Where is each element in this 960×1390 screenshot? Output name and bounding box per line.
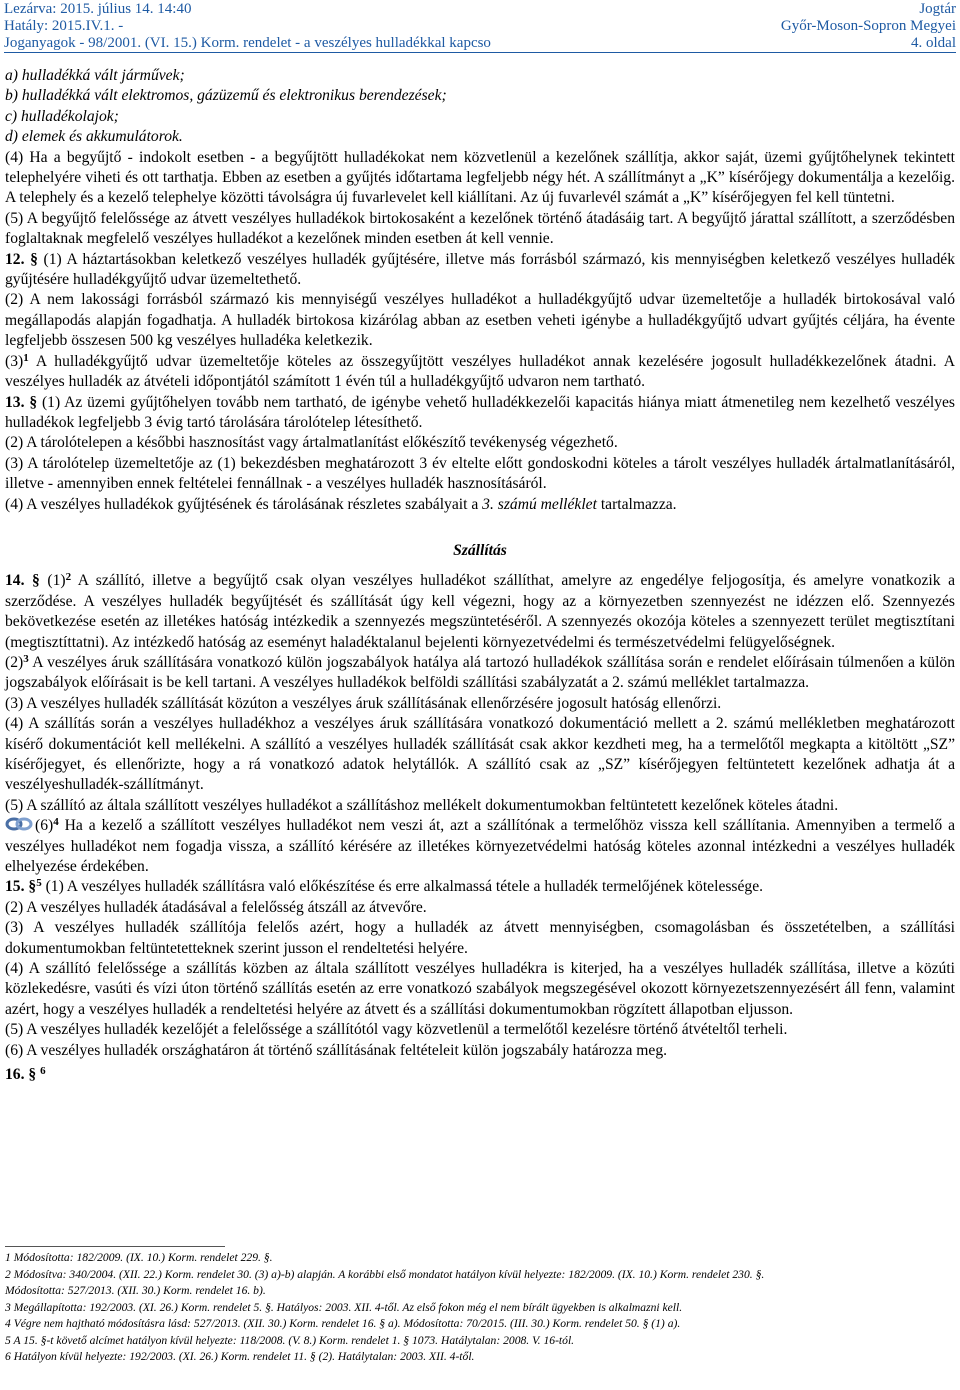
paragraph: 14. § $(1)^2$ A szállító, illetve a begyűjtő csak olyan veszélyes hulladékot szállíthat, amelyre az engedélye feljogosítja, és amelyre vonatkozik a szerződése. A veszélyes hulladék begyűjtését és szállítását úgy kell végezni, hogy az a környezetben szennyezést ne idézzen elő. Szennyezés bekövetkezése esetén az illetékes hatóság intézkedik a szennyezés megszüntetéséről. A szennyezés okozója köteles a szennyezett terület megtisztítani (megtisztíttatni). Az intézkedő hatóság az eseményt haladéktalanul bejelenti környezetvédelmi és természetvédelmi felügyelőségnek.: [5, 571, 955, 651]
paragraph: (4) A szállítás során a veszélyes hulladékhoz a veszélyes áruk szállítására vonatkozó dokumentáció mellett a 2. számú mellékletben meghatározott kísérő dokumentációt kell mellékelni. A szállító a veszélyes hulladék szállítását csak akkor kezdheti meg, ha a termelőtől megkapta a kitöltött „SZ” kísérőjegyet, és ellenőrizte, hogy a rá vonatkozó adatok helytállók. A szállító csak az „SZ” kísérőjegyen feltüntetett kezelőnek adhatja át a veszélyeshulladék-szállítmányt.: [5, 715, 955, 794]
footnotes: [5, 1250, 955, 1366]
paragraph: (3) A veszélyes hulladék szállítását közúton a veszélyes áruk szállításának ellenőrzésére jogosult hatóság ellenőrzi.: [5, 694, 722, 712]
footnote-ref[interactable]: 2: [65, 571, 72, 584]
footnote: 4 Végre nem hajtható módosításra lásd: 527/2013. (XII. 30.) Korm. rendelet 16. § a). Módosította: 70/2015. (III. 30.) Korm. rendelet 50. § (1) a).: [5, 1317, 681, 1330]
paragraph: $(6)^4$ Ha a kezelő a szállított veszélyes hulladékot nem veszi át, azt a szállítónak a termelőhöz vissza kell szállítania. Amennyiben a termelő a veszélyes hulladékot nem fogadja vissza, a szállító kérésére az illetékes környezetvédelmi hatóság köteles azonnal intézkedni a veszélyes hulladék elhelyezése érdekében.: [5, 816, 955, 876]
annex-link[interactable]: 3. számú melléklet: [482, 495, 597, 513]
paragraph: (5) A szállító az általa szállított veszélyes hulladékot a szállításhoz mellékelt dokumentumokban feltüntetett kezelőnek köteles átadni.: [5, 796, 839, 814]
paragraph: $(2)^3$ A veszélyes áruk szállítására vonatkozó külön jogszabályok hatálya alá tartozó hulladékok szállítása során e rendelet előírásain túlmenően a külön jogszabályok előírásait is be kell tartani. A veszélyes hulladékok belföldi szállítási szabályzatát a 2. számú melléklet tartalmazza.: [5, 652, 955, 692]
footnote: 2 Módosítva: 340/2004. (XII. 22.) Korm. rendelet 30. (3) a)-b) alapján. A korábbi első mondatot hatályon kívül helyezte: 182/2009. (IX. 10.) Korm. rendelet 230. §.: [5, 1267, 765, 1281]
item-list: [5, 66, 955, 148]
document-body: [5, 66, 955, 1086]
paragraph: 13. § (1) Az üzemi gyűjtőhelyen tovább nem tartható, de igénybe vehető hulladékkezelői kapacitás hiánya miatt átmenetileg nem kezelhető veszélyes hulladékok legfeljebb 3 évig tartó tárolására tárolótelep létesíthető.: [5, 393, 955, 431]
paragraph: (4) Ha a begyűjtő - indokolt esetben - a begyűjtött hulladékokat nem közvetlenül a kezelőnek szállítja, akkor saját, üzemi gyűjtőhelynek tekintett telephelyére viheti és ott tarthatja. Ebben az esetben a gyűjtés időtartama legfeljebb négy hét. A szállítmányt a „K” kísérőjegy dokumentálja a kezelőig. A telephely és a kezelő telephelye közötti távolságra új fuvarlevelet kell kiállítani. Az új fuvarlevél számát a „K” kísérőjegyen fel kell tüntetni.: [5, 148, 955, 207]
paragraph: 12. § (1) A háztartásokban keletkező veszélyes hulladék gyűjtésére, illetve más forrásból származó, kis mennyiségben keletkező veszélyes hulladék gyűjtésére hulladékgyűjtő udvar üzemeltethető.: [5, 250, 955, 289]
paragraph: [5, 1065, 955, 1085]
footnote-ref[interactable]: 4: [53, 816, 59, 829]
list-item: a) hulladékká vált járművek;: [5, 67, 185, 84]
section-number: 13. §: [5, 393, 38, 411]
list-item: c) hulladékolajok;: [5, 107, 119, 125]
paragraph: $(3)^1$ A hulladékgyűjtő udvar üzemeltetője köteles az összegyűjtött veszélyes hulladékot annak kezelésére jogosult hulladékkezelőnek átadni. A veszélyes hulladék az átvételi időpontjától számított 1 évén túl a hulladékgyűjtő udvaron nem tartható.: [5, 351, 955, 391]
header-page-number: 4. oldal: [911, 35, 956, 51]
paragraph: (3) A veszélyes hulladék szállítója felelős azért, hogy a hulladék az átvett mennyiségben, csomagolásban és összetételben, a szállítási dokumentumokban feltüntetetteknek szerint jusson el rendeltetési helyére.: [5, 919, 955, 957]
header-divider: [4, 52, 956, 53]
footnote: 3 Megállapította: 192/2003. (XI. 26.) Korm. rendelet 5. §. Hatályos: 2003. XII. 4-től. Az első fokon még el nem bírált ügyekben is alkalmazni kell.: [5, 1300, 683, 1314]
section-number: 14. §: [5, 572, 40, 590]
section-number: 12. §: [5, 250, 38, 268]
footnote-ref[interactable]: 3: [23, 652, 29, 665]
footnote: 5 A 15. §-t követő alcímet hatályon kívül helyezte: 118/2008. (V. 8.) Korm. rendelet 1. § 1073. Hatálytalan: 2008. V. 16-tól.: [5, 1333, 575, 1347]
paragraph: 15. §$^5$ (1) A veszélyes hulladék szállításra való előkészítése és erre alkalmassá tétele a hulladék termelőjének kötelessége.: [5, 877, 764, 896]
paragraph: (4) A szállító felelőssége a szállítás közben az általa szállított veszélyes hulladékra is kiterjed, ha a veszélyes hulladék szállítása, illetve a közúti közlekedésre, vasúti és vízi úton történő szállítás esetén az erre vonatkozó szabályok megszegésével okozott környezetszennyezésért áll fenn, valamint azért, hogy a veszélyes hulladék a rendeltetési helyére az átvett és a szállítási dokumentumokban rögzített állapotban eljusson.: [5, 960, 955, 1018]
section-number: 15. §: [5, 878, 37, 896]
header-left: [4, 1, 491, 52]
list-item: b) hulladékká vált elektromos, gázüzemű és elektronikus berendezések;: [5, 87, 447, 105]
header-doc-title: Joganyagok - 98/2001. (VI. 15.) Korm. rendelet - a veszélyes hulladékkal kapcso: [4, 35, 491, 51]
paragraph: (2) A veszélyes hulladék átadásával a felelősség átszáll az átvevőre.: [5, 898, 427, 916]
footnote-ref[interactable]: 6: [40, 1065, 46, 1078]
paragraph: (2) A tárolótelepen a későbbi hasznosítást vagy ártalmatlanítást előkészítő tevékenység végezhető.: [5, 434, 618, 452]
section-title: Szállítás: [453, 541, 507, 559]
list-item: d) elemek és akkumulátorok.: [5, 128, 183, 146]
section-number: 16. §: [5, 1066, 37, 1084]
footnote: 1 Módosította: 182/2009. (IX. 10.) Korm. rendelet 229. §.: [5, 1251, 273, 1264]
paragraph: (3) A tárolótelep üzemeltetője az (1) bekezdésben meghatározott 3 év eltelte előtt gondoskodni köteles a tárolt veszélyes hulladék ártalmatlanításáról, illetve - amennyiben ennek feltételei fennállnak - a veszélyes hulladék hasznosításáról.: [5, 454, 955, 493]
header-brand: Jogtár: [919, 1, 956, 17]
paragraph: (5) A begyűjtő felelőssége az átvett veszélyes hulladékok birtokosaként a kezelőnek történő átadásáig tart. A begyűjtő járattal szállított, a szerződésben foglaltaknak megfelelő veszélyes hulladékot a kezelőnek minden esetben át kell vennie.: [5, 209, 955, 248]
header-right: [781, 1, 956, 52]
hyperlink-icon[interactable]: [5, 816, 33, 832]
header-library: Győr-Moson-Sopron Megyei: [780, 18, 956, 34]
footnote: Módosította: 527/2013. (XII. 30.) Korm. rendelet 16. b).: [5, 1284, 266, 1297]
paragraph: (5) A veszélyes hulladék kezelőjét a felelőssége a szállítótól vagy közvetlenül a termelőtől kezelésre történő átvételtől terheli.: [5, 1021, 788, 1039]
footnote-ref[interactable]: 1: [23, 351, 29, 364]
paragraph: (2) A nem lakossági forrásból származó kis mennyiségű veszélyes hulladékot a hulladékgyűjtő udvar üzemeltetője a hulladék birtokosával való megállapodás alapján fogadhatja. A hulladék birtokosa kizárólag abban az esetben veheti igénybe a hulladékgyűjtő udvart gyűjtés céljára, ha évente legfeljebb összesen 500 kg veszélyes hulladéka keletkezik.: [5, 291, 955, 350]
footnote-ref[interactable]: 5: [36, 877, 42, 890]
header-validity: Hatály: 2015.IV.1. -: [4, 18, 124, 34]
paragraph: (4) A veszélyes hulladékok gyűjtésének és tárolásának részletes szabályait a 3. számú melléklet tartalmazza.: [5, 495, 677, 513]
footnote: 6 Hatályon kívül helyezte: 192/2003. (XI. 26.) Korm. rendelet 11. § (2). Hatálytalan: 2003. XII. 4-től.: [5, 1350, 475, 1363]
footnote-divider: [5, 1246, 225, 1247]
page-header: [4, 0, 956, 54]
header-lock-date: Lezárva: 2015. július 14. 14:40: [4, 1, 192, 17]
paragraph: (6) A veszélyes hulladék országhatáron át történő szállításának feltételeit külön jogszabály határozza meg.: [5, 1041, 668, 1059]
